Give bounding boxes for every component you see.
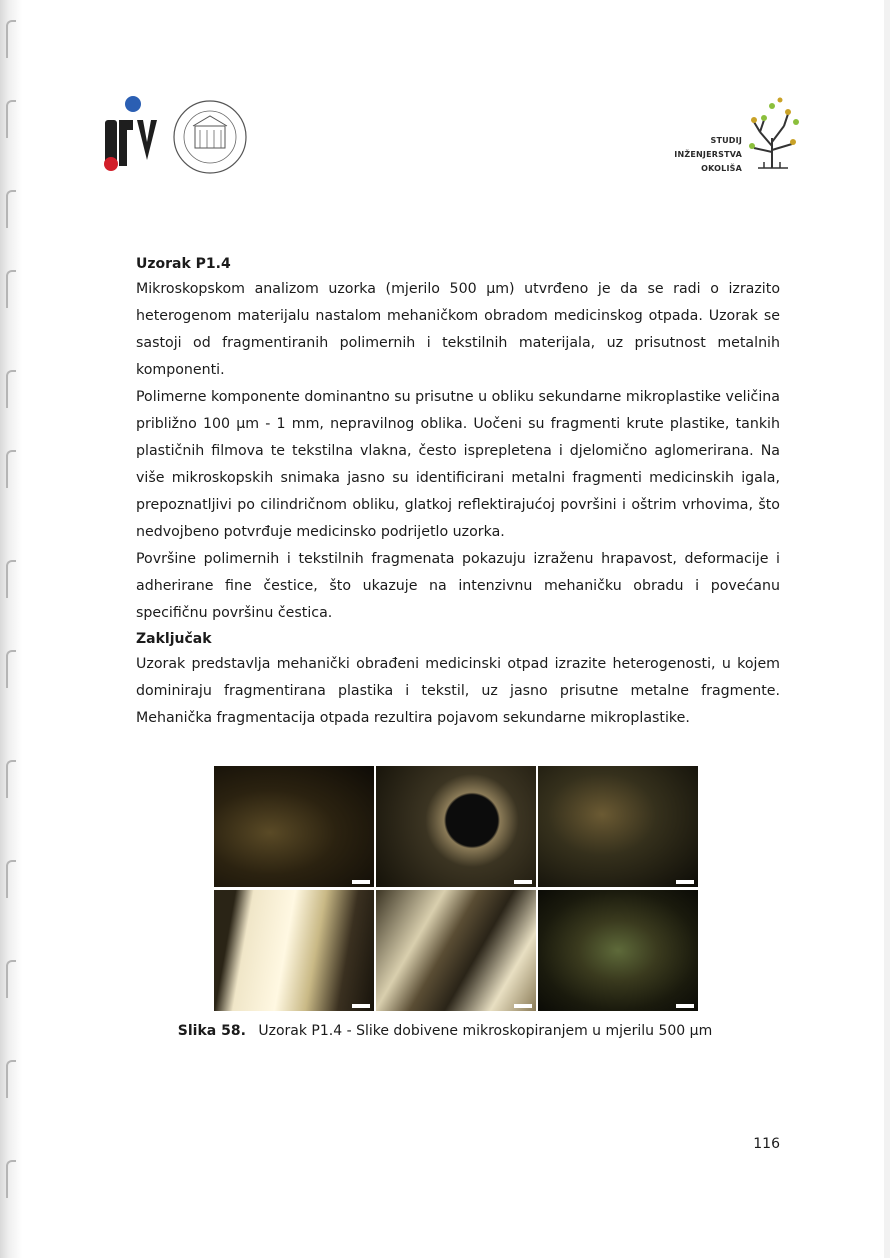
scale-bar [352, 880, 370, 884]
binder-mark [6, 370, 16, 408]
binder-mark [6, 960, 16, 998]
conclusion-paragraph: Uzorak predstavlja mehanički obrađeni medicinski otpad izrazite heterogenosti, u kojem dominiraju fragmentirana plastika i tekstil, uz jasno prisutne metalne fragmente. Mehanička fragmentacija otpada rezultira pojavom sekundarne mikroplastike. [136, 656, 780, 726]
scale-bar [352, 1004, 370, 1008]
faculty-logo-graphic [95, 92, 260, 182]
figure-caption-text: Uzorak P1.4 - Slike dobivene mikroskopiranjem u mjerilu 500 µm [258, 1023, 713, 1039]
body-paragraph: Polimerne komponente dominantno su prisutne u obliku sekundarne mikroplastike veličina približno 100 µm - 1 mm, nepravilnog oblika. Uočeni su fragmenti krute plastike, tankih plastičnih filmova te tekstilna vlakna, često isprepletena i djelomično aglomerirana. Na više mikroskopskih snimaka jasno su identificirani metalni fragmenti medicinskih igala, prepoznatljivi po cilindričnom obliku, glatkoj reflektirajućoj površini i oštrim vrhovima, što nedvojbeno potvrđuje medicinsko podrijetlo uzorka. [136, 389, 780, 540]
scale-bar [676, 880, 694, 884]
microscopy-image [538, 890, 698, 1011]
microscopy-image [214, 890, 374, 1011]
binder-mark [6, 760, 16, 798]
section-heading: Uzorak P1.4 [136, 256, 231, 272]
binder-mark [6, 450, 16, 488]
program-logo-line: OKOLIŠA [701, 164, 742, 173]
page-header [0, 0, 890, 210]
faculty-logo [95, 92, 260, 182]
binder-mark [6, 560, 16, 598]
program-logo-line: INŽENJERSTVA [674, 150, 742, 159]
microscopy-image [214, 766, 374, 887]
binder-mark [6, 1160, 16, 1198]
figure-caption [0, 1020, 890, 1042]
microscopy-image [376, 890, 536, 1011]
binder-mark [6, 860, 16, 898]
figure-number: Slika 58. [177, 1023, 246, 1039]
page-number: 116 [753, 1136, 780, 1152]
program-logo-line: STUDIJ [710, 136, 742, 145]
document-body [136, 252, 780, 732]
scale-bar [514, 1004, 532, 1008]
binder-mark [6, 650, 16, 688]
binder-mark [6, 270, 16, 308]
body-paragraph: Površine polimernih i tekstilnih fragmenata pokazuju izraženu hrapavost, deformacije i adherirane fine čestice, što ukazuje na intenzivnu mehaničku obradu i povećanu specifičnu površinu čestica. [136, 551, 780, 621]
microscopy-image [376, 766, 536, 887]
program-logo [660, 92, 820, 182]
conclusion-heading: Zaključak [136, 631, 212, 647]
binder-mark [6, 1060, 16, 1098]
scale-bar [514, 880, 532, 884]
program-logo-text [674, 134, 742, 176]
scale-bar [676, 1004, 694, 1008]
microscopy-image [538, 766, 698, 887]
microscopy-figure [214, 766, 698, 1012]
body-paragraph: Mikroskopskom analizom uzorka (mjerilo 500 µm) utvrđeno je da se radi o izrazito heterogenom materijalu nastalom mehaničkom obradom medicinskog otpada. Uzorak se sastoji od fragmentiranih polimernih i tekstilnih materijala, uz prisutnost metalnih komponenti. [136, 281, 780, 378]
